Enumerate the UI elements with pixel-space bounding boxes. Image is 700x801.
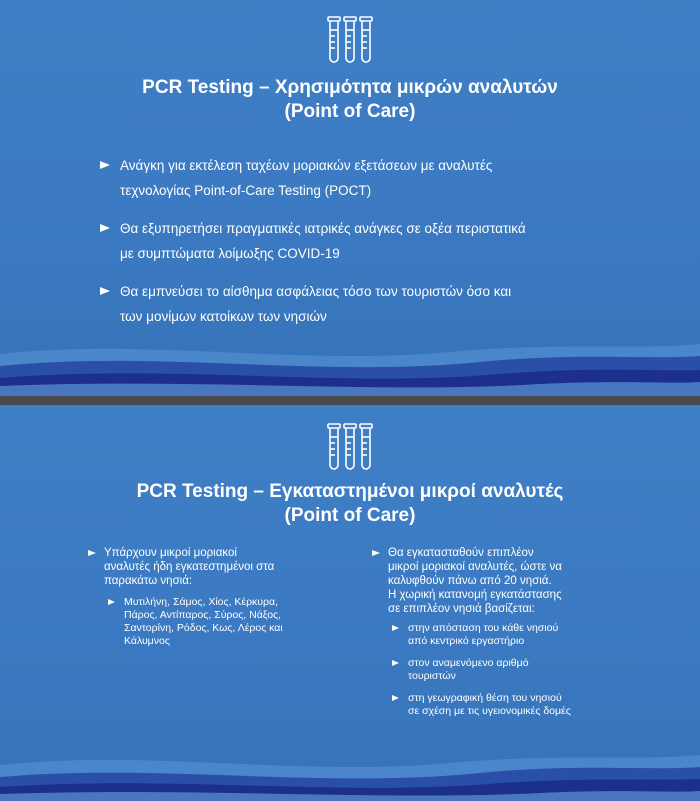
bullet-item: [100, 216, 526, 266]
arrow-bullet-icon: [88, 550, 96, 556]
bullet-text: Θα εμπνεύσει το αίσθημα ασφάλειας τόσο των τουριστών όσο και: [120, 284, 512, 299]
bullet-text: Θα εγκατασταθούν επιπλέον: [388, 547, 534, 559]
sub-bullet-item: [392, 692, 642, 718]
slide-2-title-line1: PCR Testing – Εγκαταστημένοι μικροί αναλυτές: [136, 481, 564, 502]
arrow-bullet-icon: [392, 625, 399, 631]
bullet-text: Η χωρική κατανομή εγκατάστασης: [388, 589, 562, 601]
slide-2-title: [0, 480, 700, 528]
bullet-text: σε σχέση με τις υγειονομικές δομές: [408, 705, 571, 717]
slide-2-right-column: [372, 546, 642, 718]
bullet-text: των μονίμων κατοίκων των νησιών: [120, 309, 327, 324]
bullet-item: [100, 153, 526, 203]
bullet-item: [372, 546, 642, 616]
bullet-text: παρακάτω νησιά:: [104, 575, 193, 587]
arrow-bullet-icon: [108, 599, 115, 605]
bullet-text: Υπάρχουν μικροί μοριακοί: [104, 547, 237, 559]
arrow-bullet-icon: [392, 695, 399, 701]
bullet-item: [88, 546, 348, 588]
bullet-text: μικροί μοριακοί αναλυτές, ώστε να: [388, 561, 562, 573]
wave-decoration: [0, 741, 700, 801]
bullet-text: στην απόσταση του κάθε νησιού: [408, 622, 559, 634]
slide-1-bullet-list: [100, 153, 526, 329]
bullet-text: τουριστών: [408, 670, 456, 682]
slide-2-title-line2: (Point of Care): [284, 505, 416, 526]
slide-separator: [0, 396, 700, 405]
test-tubes-icon: [327, 423, 373, 473]
bullet-text: στη γεωγραφική θέση του νησιού: [408, 692, 562, 704]
arrow-bullet-icon: [372, 550, 380, 556]
slide-1-title-line2: (Point of Care): [284, 101, 416, 122]
bullet-text: Κάλυμνος: [124, 635, 170, 647]
bullet-text: τεχνολογίας Point-of-Care Testing (POCT): [120, 183, 372, 198]
sub-bullet-item: [392, 657, 642, 683]
slide-2-left-column: [88, 546, 348, 648]
bullet-text: αναλυτές ήδη εγκατεστημένοι στα: [104, 561, 275, 573]
slide-2: [0, 405, 700, 801]
bullet-text: Θα εξυπηρετήσει πραγματικές ιατρικές ανάγκες σε οξέα περιστατικά: [120, 221, 526, 236]
sub-bullet-item: [108, 596, 348, 648]
bullet-text: με συμπτώματα λοίμωξης COVID-19: [120, 246, 340, 261]
arrow-bullet-icon: [392, 660, 399, 666]
bullet-text: Μυτιλήνη, Σάμος, Χίος, Κέρκυρα,: [124, 596, 279, 608]
sub-bullet-item: [392, 622, 642, 648]
test-tubes-icon: [327, 16, 373, 66]
slide-1: [0, 0, 700, 396]
arrow-bullet-icon: [100, 287, 110, 295]
bullet-text: Ανάγκη για εκτέλεση ταχέων μοριακών εξετάσεων με αναλυτές: [120, 158, 493, 173]
bullet-text: καλυφθούν πάνω από 20 νησιά.: [388, 575, 552, 587]
bullet-text: σε επιπλέον νησιά βασίζεται:: [388, 603, 535, 615]
arrow-bullet-icon: [100, 161, 110, 169]
bullet-item: [100, 279, 526, 329]
bullet-text: από κεντρικό εργαστήριο: [408, 635, 525, 647]
bullet-text: Σαντορίνη, Ρόδος, Κως, Λέρος και: [124, 622, 283, 634]
bullet-text: Πάρος, Αντίπαρος, Σύρος, Νάξος,: [124, 609, 282, 621]
arrow-bullet-icon: [100, 224, 110, 232]
slide-1-title: [0, 76, 700, 124]
slide-1-title-line1: PCR Testing – Χρησιμότητα μικρών αναλυτών: [142, 77, 558, 98]
wave-decoration: [0, 336, 700, 396]
bullet-text: στον αναμενόμενο αριθμό: [408, 657, 529, 669]
